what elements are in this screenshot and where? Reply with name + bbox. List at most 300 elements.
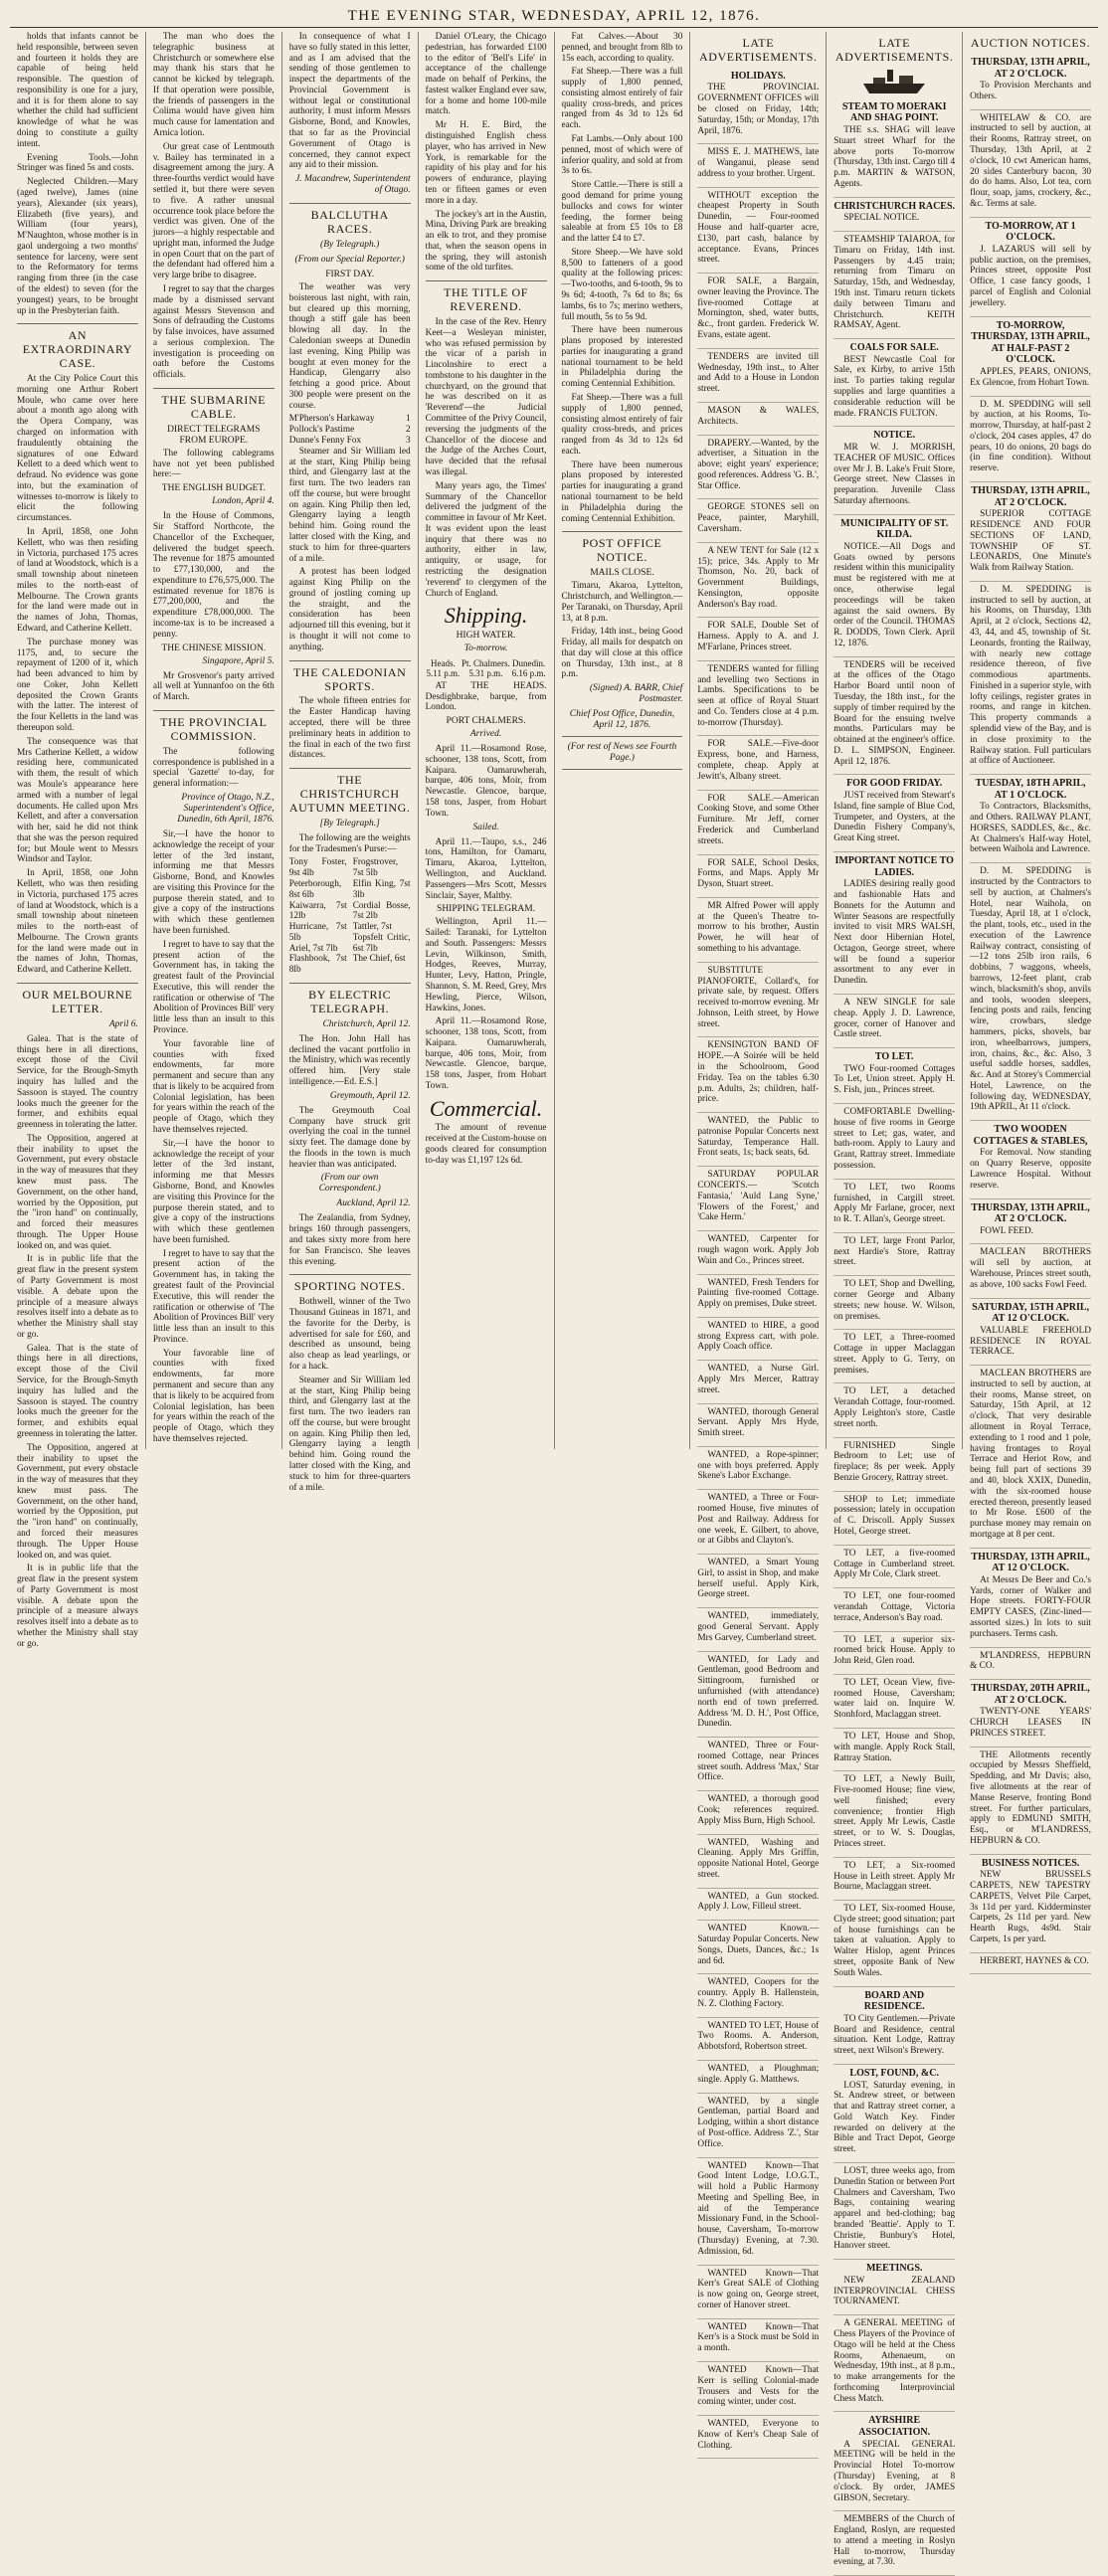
ad-body: MR W. J. MORRISH, TEACHER OF MUSIC. Offices over Mr J. B. Lake's Fruit Store, George street. New Classes in preparation. Juvenile Class Saturday afternoons.	[833, 442, 956, 506]
ad-body: WANTED Known—That Kerr is selling Colonial-made Trousers and Vests for the coming winter, under cost.	[697, 2365, 820, 2408]
ad-body: TO LET, Shop and Dwelling, corner George and Albany streets; new house. W. Wilson, on premises.	[833, 1279, 956, 1322]
weights-left	[289, 857, 347, 976]
advertisement	[697, 736, 819, 790]
advertisement	[697, 1835, 819, 1889]
advertisement	[697, 2362, 819, 2416]
advertisement	[833, 1048, 955, 1104]
ad-body: WANTED Known—That Good Intent Lodge, I.O.G.T., will hold a Public Harmony Meeting and Spelling Bee, in aid of the Temperance Missionary Fund, in the School-house, Caversham, To-morrow (Thursday) Evening, at 7.30. Admission, 6d.	[697, 2160, 820, 2257]
result-horse: M'Pherson's Harkaway	[288, 414, 375, 425]
paragraph: It is in public life that the great flaw in the present system of Party Government is most visible. A debate upon the principle of a measure always resolves itself into a debate as to whether the Ministry shall stay or go.	[17, 1254, 138, 1340]
paragraph: It is in public life that the great flaw in the present system of Party Government is most visible. A debate upon the principle of a measure always resolves itself into a debate as to whether the Ministry shall stay or go.	[17, 1564, 138, 1649]
ad-body: SATURDAY POPULAR CONCERTS.— 'Scotch Fantasia,' 'Auld Lang Syne,' 'Flowers of the Forest,' and 'Cake Herm.'	[697, 1170, 820, 1223]
advertisement	[697, 1791, 819, 1834]
section-heading: THE TITLE OF REVEREND.	[426, 280, 547, 314]
ad-title: THURSDAY, 13TH APRIL, AT 2 O'CLOCK.	[971, 484, 1090, 508]
advertisements	[697, 68, 819, 2460]
ad-body: THE PROVINCIAL GOVERNMENT OFFICES will be closed on Friday, 14th; Saturday, 15th; or Monday, 17th April, 1876.	[697, 83, 820, 136]
advertisement	[697, 1167, 819, 1231]
byline: [By Telegraph.]	[319, 818, 380, 828]
paragraph: There have been numerous plans proposed by interested parties for inaugurating a grand national tournament to be held in Philadelphia during the coming Centennial Exhibition.	[561, 325, 683, 390]
paragraph: I regret to have to say that the present action of the Government has, in taking the greatest fault of the Provincial Executive, this will render the ratification or otherwise of 'The Abolition of Provinces Bill' very little less than an insult to this Province.	[152, 1248, 275, 1345]
ad-title: MUNICIPALITY OF ST. KILDA.	[840, 517, 949, 541]
weight-entry: Peterborough, 8st 6lb	[288, 878, 342, 900]
advertisement	[970, 317, 1091, 397]
dateline: Christchurch, April 12.	[322, 1018, 411, 1029]
dateline: Chief Post Office, Dunedin, April 12, 1876.	[569, 709, 675, 731]
advertisement	[697, 1889, 819, 1922]
advertisement	[970, 110, 1091, 218]
advertisement	[970, 1121, 1091, 1198]
ad-title: TO-MORROW, THURSDAY, 13TH APRIL, AT HALF-PAST 2 O'CLOCK.	[971, 319, 1090, 366]
weight-entry: Cordial Bosse, 7st 2lb	[352, 900, 411, 922]
weight-entry: Frogstrover, 7st 5lb	[352, 857, 399, 879]
divider	[562, 736, 683, 737]
paragraph: There have been numerous plans proposed by interested parties for inaugurating a grand national tournament to be held in Philadelphia during the coming Centennial Exhibition.	[561, 460, 683, 524]
advertisement	[970, 482, 1091, 582]
continuation-note: (For rest of News see Fourth Page.)	[567, 742, 677, 764]
ad-body: A NEW TENT for Sale (12 x 15); price, 34s. Apply to Mr Thomson, No. 20, back of Government Buildings, Kensington, opposite Anderson's Bay road.	[697, 545, 820, 610]
tide-cell	[427, 658, 461, 679]
advertisement	[833, 1104, 955, 1180]
ad-body: FOR SALE.—Five-door Express, bone, and Harness, complete, cheap. Apply at Jewitt's, Albany street.	[697, 739, 820, 782]
paragraph: Fat Calves.—About 30 penned, and brought from 8lb to 15s each, according to quality.	[561, 32, 683, 64]
paragraph: Timaru, Akaroa, Lyttelton, Christchurch, and Wellington.—Per Taranaki, on Thursday, April 13, at 8 p.m.	[561, 581, 683, 624]
advertisement	[833, 1492, 955, 1546]
paragraph: Mr H. E. Bird, the distinguished English chess player, who has arrived in New York, is remarkable for the rapidity of his play and for his powers of endurance, playing ten or fifteen games or even more in a day.	[425, 120, 547, 206]
tide-time: 5.31 p.m.	[468, 668, 503, 679]
ad-title: THURSDAY, 13TH APRIL, AT 2 O'CLOCK.	[971, 1201, 1090, 1225]
ad-body: TO LET, two Rooms furnished, in Cargill street. Apply Mr Farlane, grocer, next to R. T. Allan's, George street.	[833, 1182, 956, 1225]
byline: (From our own Correspondent.)	[318, 1173, 381, 1195]
ad-body: WANTED, immediately, good General Servant. Apply Mrs Garvey, Cumberland street.	[697, 1611, 820, 1643]
ad-body: D. M. SPEDDING is instructed by the Contractors to sell by auction, at Chalmers's Hotel, near Waihola, on Tuesday, April 18, at 1 o'clock, the plant, tools, etc., used in the execution of the Lawrence Railway contract, consisting of—12 tons 25lb iron rails, 6 dobbins, 7 waggons, wheels, barrows, 12-feet plant, crab winch, blacksmith's shop, anvils and tools, wooden sleepers, fencing posts and rails, fencing wire, crowbars, sledge hammers, picks, shovels, bar iron, wheelbarrows, jumpers, iron, chains, &c., &c. Also, 3 useful saddle horses, saddles, &c. And at Storey's Commercial Hotel, Lawrence, on the following day, WEDNESDAY, 19th APRIL, At 11 o'clock.	[970, 866, 1091, 1113]
dateline: Singapore, April 5.	[202, 655, 275, 666]
ad-body: JUST received from Stewart's Island, fine sample of Blue Cod, Trumpeter, and Oysters, at the Dunedin Fishery Company's, Great King street.	[833, 791, 956, 844]
ad-body: MEMBERS of the Church of England, Roslyn, are requested to attend a meeting in Roslyn Hall to-morrow, Thursday evening, at 7.30.	[833, 2514, 956, 2568]
ad-body: LOST, three weeks ago, from Dunedin Station or between Port Chalmers and Caversham, Two Bags, containing wearing apparel and bed-clothing; bag branded 'Beattie'. Apply to T. Christie, Bunbury's Hotel, Hanover street.	[833, 2165, 956, 2252]
ad-body: APPLES, PEARS, ONIONS, Ex Glencoe, from Hobart Town.	[970, 366, 1091, 388]
ad-title: THURSDAY, 13TH APRIL, AT 12 O'CLOCK.	[971, 1551, 1090, 1574]
advertisement	[833, 1276, 955, 1330]
ad-title: NOTICE.	[873, 430, 916, 442]
ad-body: WANTED, Carpenter for rough wagon work. Apply Job Wain and Co., Princes street.	[697, 1234, 820, 1266]
ad-body: WANTED, Washing and Cleaning. Apply Mrs Griffin, opposite National Hotel, George street.	[697, 1837, 820, 1880]
advertisement	[970, 1244, 1091, 1298]
paragraph: The Greymouth Coal Company have struck grit overlying the coal in the tunnel sixty feet. The damage done by the floods in the town is much heavier than was anticipated.	[288, 1105, 411, 1170]
paragraph: Wellington, April 11.—Sailed: Taranaki, for Lyttelton and South. Passengers: Messrs Levin, Wilkinson, Smith, Hodges, Reeves, Murray, Hunter, Levy, Hatton, Pringle, Shannon, S. M. Reed, Grey, Mrs Hewling, Pierce, Wilson, Hawkins, Jones.	[425, 917, 547, 1013]
paragraph: Mr Grosvenor's party arrived all well at Yunnanfoo on the 6th of March.	[152, 670, 275, 703]
advertisement	[697, 898, 819, 963]
paragraph: Steamer and Sir William led at the start, King Philip being third, and Glengarry last at the first turn. The two leaders ran off the course, but were brought on again. King Philip then led, Glengarry laying a length behind him. Going round the latter closed with the King, and stuck to him for three-quarters of a mile.	[288, 1375, 411, 1493]
ad-body: TO City Gentlemen.—Private Board and Residence, central situation. Kent Lodge, Rattray street, next Wilson's Brewery.	[833, 2013, 956, 2057]
ad-title: TO LET.	[874, 1051, 914, 1063]
advertisement	[833, 1632, 955, 1675]
advertisement	[697, 791, 819, 855]
ad-body: FOR SALE, School Desks, Forms, and Maps. Apply Mr Dyson, Stuart street.	[697, 857, 820, 890]
ad-body: TO LET, Ocean View, five-roomed House, Caversham; water laid on. Inquire W. Stonhford, Maclaggan street.	[833, 1677, 956, 1721]
weight-entry: Kaiwarra, 7st 12lb	[288, 900, 347, 922]
subheading: SHIPPING TELEGRAM.	[437, 904, 536, 915]
ad-body: WANTED, by a single Gentleman, partial Board and Lodging, within a short distance of Post-office. Address 'Z.', Star Office.	[697, 2096, 820, 2149]
ad-body: WANTED, Three or Four-roomed Cottage, near Princes street south. Address 'Max,' Star Office.	[697, 1741, 820, 1783]
weight-entry: Elfin King, 7st 3lb	[352, 878, 411, 900]
advertisement	[970, 397, 1091, 482]
tide-cell	[512, 658, 546, 679]
section-heading: SPORTING NOTES.	[289, 1274, 411, 1294]
advertisement	[970, 1199, 1091, 1245]
column-7	[827, 32, 963, 2568]
paragraph: April 11.—Rosamond Rose, schooner, 138 tons, Scott, from Kaipara. Oamaruwherah, barque, 406 tons, Moir, from Newcastle. Glencoe, barque, 158 tons, Jasper, from Hobart Town.	[425, 744, 547, 819]
subheading: FIRST DAY.	[325, 270, 375, 280]
paragraph: The following are the weights for the Tradesmen's Purse:—	[288, 832, 411, 854]
advertisement	[833, 98, 955, 198]
tide-place: Heads.	[430, 657, 456, 668]
column-1	[10, 32, 146, 1649]
paragraph: Store Sheep.—We have sold 8,500 to fatteners of a good quality at the following prices:—Two-tooths, and 6-tooth, 9s to 9s 6d; 4-tooth, 7s 6d to 8s; 6s lambs, 6s to 7s; merino wethers, full mouth, 5s to 5s 9d.	[561, 247, 683, 322]
ad-body: SPECIAL NOTICE.	[843, 213, 920, 224]
advertisement	[697, 2266, 819, 2319]
ad-body: For Removal. Now standing on Quarry Reserve, opposite Lawrence Hospital. Without reserve.	[970, 1148, 1091, 1191]
weight-entry: Topsfelt Critic, 6st 7lb	[352, 932, 411, 954]
ad-body: WANTED, Everyone to Know of Kerr's Cheap Sale of Clothing.	[697, 2419, 820, 2451]
advertisement	[697, 1361, 819, 1403]
advertisement	[833, 1233, 955, 1276]
paragraph: In April, 1858, one John Kellett, who was then residing in Victoria, purchased 175 acres of land at Woodstock, which is a small township about nineteen miles to the north-east of Melbourne. The Crown grants for the land were made out in the names of John, Thomas, Edward, and Catherine Kellett.	[17, 526, 138, 634]
ad-body: NEW ZEALAND INTERPROVINCIAL CHESS TOURNAMENT.	[833, 2275, 956, 2307]
advertisement	[833, 1675, 955, 1729]
ad-body: VALUABLE FREEHOLD RESIDENCE IN ROYAL TERRACE.	[970, 1325, 1091, 1358]
ad-body: FOR SALE, a Bargain, owner leaving the Province. The five-roomed Cottage at Mornington, shed, water butts, &c., front garden. Frederick W. Evans, estate agent.	[697, 276, 820, 341]
paragraph: holds that infants cannot be held responsible, between seven and fourteen it holds they are capable of being held responsible. The question of responsibility is one for a jury, and it is for them alone to say whether the child had sufficient knowledge of what he was doing to constitute a guilty intent.	[17, 32, 138, 149]
ad-body: To Contractors, Blacksmiths, and Others. RAILWAY PLANT, HORSES, SADDLES, &c., &c. At Chalmers's Half-way Hotel, between Waihola and Lawrence.	[970, 802, 1091, 855]
advertisement	[697, 618, 819, 660]
paragraph: In consequence of what I have so fully stated in this letter, and as I am advised that the sending of those gentlemen to inspect the departments of the Provincial Government is without legal or constitutional authority, I must inform Messrs Gisborne, Bond, and Knowles, that so far as the Provincial Government of Otago is concerned, they cannot expect any aid to their mission.	[288, 32, 411, 171]
advertisement	[833, 2511, 955, 2576]
ad-body: WANTED TO LET, House of Two Rooms. A. Anderson, Abbotsford, Robertson street.	[697, 2020, 820, 2053]
ad-body: THE s.s. SHAG will leave Stuart street Wharf for the above ports To-morrow (Thursday, 13th inst. Cargo till 4 p.m. MARTIN & WATSON, Agents.	[833, 125, 956, 189]
advertisement	[833, 1771, 955, 1857]
paragraph: April 11.—Taupo, s.s., 246 tons, Hamilton, for Oamaru, Timaru, Akaroa, Lyttelton, Wellington, and Auckland. Passengers—Mrs Scott, Messrs Sinclair, Sayer, Maltby.	[425, 836, 547, 901]
ad-body: TO LET, a five-roomed Cottage in Cumberland street. Apply Mr Cole, Clark street.	[833, 1548, 956, 1580]
paragraph: Friday, 14th inst., being Good Friday, all mails for despatch on that day will close at this office on Thursday, 13th inst., at 8 p.m.	[561, 627, 683, 680]
advertisement	[697, 1652, 819, 1738]
ad-body: MASON & WALES, Architects.	[697, 405, 820, 427]
paragraph: The jockey's art in the Austin, Mina, Driving Park are breaking an elk to trot, and they promise that, when the season opens in the spring, they will astonish some of the old turfites.	[425, 209, 547, 274]
paragraph: April 11.—Rosamond Rose, schooner, 138 tons, Scott, from Kaipara. Oamaruwherah, barque, 406 tons, Moir, from Newcastle. Glencoe, barque, 158 tons, Jasper, from Hobart Town.	[425, 1016, 547, 1092]
ad-body: WANTED Known.—Saturday Popular Concerts. New Songs, Duets, Dances, &c.; 1s and 6d.	[697, 1924, 820, 1966]
advertisement	[697, 2158, 819, 2266]
ad-body: WANTED Known—That Kerr's Great SALE of Clothing is now going on, George street, corner of Hanover street.	[697, 2268, 820, 2310]
weight-entry: Tony Foster, 9st 4lb	[288, 857, 347, 879]
ad-title: SATURDAY, 15TH APRIL, AT 12 O'CLOCK.	[972, 1301, 1090, 1325]
advertisement	[970, 1748, 1091, 1855]
tide-place: Pt. Chalmers.	[462, 657, 510, 668]
advertisement	[833, 2163, 955, 2260]
ad-body: SUPERIOR COTTAGE RESIDENCE AND FOUR SECTIONS OF LAND, TOWNSHIP OF ST. LEONARDS, One Minute's Walk from Railway Station.	[970, 509, 1091, 574]
advertisements	[970, 54, 1091, 1975]
advertisement	[697, 2018, 819, 2061]
ad-body: HERBERT, HAYNES & CO.	[980, 1955, 1089, 1966]
ad-body: J. LAZARUS will sell by public auction, on the premises, Princes street, opposite Post Office, 1 case fancy goods, 1 parcel of English and Colonial jewellery.	[970, 244, 1091, 308]
advertisement	[697, 349, 819, 403]
ad-body: TO LET, large Front Parlor, next Hardie's Store, Rattray street.	[833, 1235, 956, 1268]
advertisement	[833, 1180, 955, 1233]
ad-title: HOLIDAYS.	[730, 70, 786, 82]
advertisement	[833, 2065, 955, 2163]
advertisement	[833, 1987, 955, 2065]
section-heading: AN EXTRAORDINARY CASE.	[17, 323, 138, 371]
paragraph: The man who does the telegraphic business at Christchurch or somewhere else may thank his stars that he cannot be kicked by telegraph. If that operation were possible, the friends of passengers in the Colima would have given him much cause for lamentation and Arnica lotion.	[152, 32, 275, 139]
byline: (From our Special Reporter.)	[294, 255, 405, 266]
advertisement	[833, 657, 955, 776]
result-horse: Pollock's Pastime	[288, 425, 355, 436]
section-heading: THE SUBMARINE CABLE.	[153, 388, 275, 422]
ad-body: MISS E. J. MATHEWS, late of Wanganui, please send address to your brother. Urgent.	[697, 147, 820, 179]
section-heading: BY ELECTRIC TELEGRAPH.	[289, 983, 411, 1016]
commercial-heading: Commercial.	[429, 1095, 543, 1121]
ad-body: TO LET, a Three-roomed Cottage in upper Maclaggan street. Apply to G. Terry, on premises.	[833, 1333, 956, 1376]
ad-title: BOARD AND RESIDENCE.	[863, 1989, 925, 2013]
advertisement	[833, 1588, 955, 1631]
paragraph: Store Cattle.—There is still a good demand for prime young bullocks and cows for winter feeding, the former being saleable at from £5 10s to £8 and the latter £4 to £7.	[561, 180, 683, 245]
advertisement	[697, 1231, 819, 1274]
paragraph: The whole fifteen entries for the Easter Handicap having accepted, there will be three preliminary heats in addition to the final in each of the two first distances.	[288, 696, 411, 761]
ad-body: TENDERS are invited till Wednesday, 19th inst., to Alter and Add to a House in London street.	[697, 351, 820, 395]
section-heading: POST OFFICE NOTICE.	[562, 531, 683, 565]
ad-body: WANTED, a Rope-spinner; one with boys preferred. Apply Skene's Labor Exchange.	[697, 1449, 820, 1482]
paragraph: Neglected Children.—Mary (aged twelve), James (nine years), Alexander (six years), Elizabeth (five years), and William (four years), M'Naughton, whose mother is in gaol undergoing a two months' sentence for larceny, were sent to the Reformatory for terms ranging from three (in the case of the eldest) to seven (for the youngest) years, to be brought up in the Presbyterian faith.	[17, 177, 138, 316]
ad-title: STEAM TO MOERAKI AND SHAG POINT.	[841, 100, 947, 124]
advertisement	[833, 2315, 955, 2412]
advertisement	[697, 403, 819, 436]
ad-body: LADIES desiring really good and fashionable Hats and Bonnets for the Autumn and Winter Seasons are respectfully invited to visit MRS WALSH, Next door Hibernian Hotel, Octagon, George street, where will be found a superior assortment to any ever in Dunedin.	[833, 879, 956, 987]
tide-time: 5.11 p.m.	[426, 668, 461, 679]
advertisement	[697, 1490, 819, 1555]
tide-table	[426, 658, 547, 679]
ad-body: TENDERS will be received at the offices of the Otago Harbor Board until noon of Tuesday, the 18th inst., for the supply of timber required by the Board for the ensuing twelve months. Particulars may be obtained at the engineer's office. D. L. SIMPSON, Engineer. April 12, 1876.	[833, 659, 956, 767]
signature: J. Macandrew, Superintendent of Otago.	[295, 174, 411, 196]
section-heading: THE CHRISTCHURCH AUTUMN MEETING.	[289, 768, 411, 816]
ad-body: TO LET, House and Shop, with mangle. Apply Rock Stall, Rattray Station.	[833, 1731, 956, 1763]
ad-body: MACLEAN BROTHERS are instructed to sell by auction, at their rooms, Manse street, on Saturday, 15th April, at 12 o'clock, That very desirable allotment in Royal Terrace, extending to 1 rood and 1 pole, having frontages to Royal Terrace and Heriot Row, and being full part of sections 39 and 40, block XXIX, Dunedin, with the six-roomed house erected thereon, presently leased to Mr Rose. £600 of the purchase money may remain on mortgage at 8 per cent.	[970, 1369, 1091, 1540]
advertisements	[833, 98, 955, 2576]
paragraph: The Hon. John Hall has declined the vacant portfolio in the Ministry, which was recently offered him. [Very stale intelligence.—Ed. E.S.]	[288, 1033, 411, 1087]
result-horse: Dunne's Fenny Fox	[288, 435, 362, 446]
advertisement	[833, 515, 955, 657]
advertisement	[697, 2094, 819, 2158]
result-place: 2	[405, 425, 411, 436]
advertisement	[697, 1037, 819, 1113]
advertisement	[697, 1318, 819, 1361]
advertisement	[970, 582, 1091, 775]
advertisement	[697, 543, 819, 619]
ad-body: TO LET, a detached Verandah Cottage, four-roomed. Apply Leighton's store, Castle street north.	[833, 1386, 956, 1429]
section-heading: THE PROVINCIAL COMMISSION.	[153, 710, 275, 744]
ad-title: TO-MORROW, AT 1 O'CLOCK.	[985, 220, 1076, 244]
ad-body: KENSINGTON BAND OF HOPE.—A Soirée will be held in the Schoolroom, Good Friday. Tea on the tables 6.30 p.m. Adults, 2s; children, half-price.	[697, 1040, 820, 1105]
result-row	[289, 436, 411, 447]
weight-entry: The Chief, 6st	[352, 954, 406, 965]
dateline: Auckland, April 12.	[336, 1198, 411, 1209]
ad-body: WANTED, a Nurse Girl. Apply Mrs Mercer, Rattray street.	[697, 1364, 820, 1395]
tide-cell	[462, 658, 510, 679]
ad-body: M'LANDRESS, HEPBURN & CO.	[970, 1650, 1091, 1672]
ad-body: WANTED, a Gun stocked. Apply J. Low, Filleul street.	[697, 1891, 820, 1913]
byline: Sailed.	[472, 822, 499, 832]
paragraph: AT THE HEADS. Desdighbrake, barque, from London.	[425, 680, 547, 713]
column-6	[690, 32, 827, 2451]
ad-body: TO LET, one four-roomed verandah Cottage, Victoria terrace, Anderson's Bay road.	[833, 1591, 956, 1623]
ad-body: MACLEAN BROTHERS will sell by auction, at Warehouse, Princes street south, as above, 100 sacks Fowl Feed.	[970, 1247, 1091, 1290]
paragraph: I regret to have to say that the present action of the Government has, in taking the greatest fault of the Provincial Executive, this will render the ratification or otherwise of 'The Abolition of Provinces Bill' very little less than an insult to this Province.	[152, 939, 275, 1036]
advertisement	[833, 1901, 955, 1986]
ad-body: FOWL FEED.	[980, 1225, 1034, 1236]
paragraph: Sir,—I have the honor to acknowledge the receipt of your letter of the 3rd instant, informing me that Messrs Gisborne, Bond, and Knowles are visiting this Province for the purpose therein stated, and to give a copy of the instructions with which these gentlemen have been furnished.	[152, 1138, 275, 1245]
advertisement	[970, 1299, 1091, 1367]
paragraph: The following correspondence is published in a special 'Gazette' to-day, for general information:—	[152, 746, 275, 790]
ad-body: WANTED, Coopers for the country. Apply B. Hallenstein, N. Z. Clothing Factory.	[697, 1977, 820, 2009]
advertisement	[970, 1680, 1091, 1748]
masthead: THE EVENING STAR, WEDNESDAY, APRIL 12, 1876.	[10, 6, 1098, 28]
ad-body: TO LET, a superior six-roomed brick House. Apply to John Reid, Glen road.	[833, 1634, 956, 1667]
advertisement	[833, 2412, 955, 2511]
ad-body: FOR SALE, Double Set of Harness. Apply to A. and J. M'Farlane, Princes street.	[697, 621, 820, 652]
subheading: THE ENGLISH BUDGET.	[161, 483, 266, 494]
byline: To-morrow.	[463, 643, 508, 653]
ad-body: DRAPERY.—Wanted, by the advertiser, a Situation in the above; eight years' experience; good references. Address 'G. B.', Star Office.	[697, 438, 820, 491]
paragraph: In the case of the Rev. Henry Keet—a Wesleyan minister, who was refused permission by the vicar of a parish in Lincolnshire to erect a tombstone to his daughter in the churchyard, on the ground that he was described on it as 'Reverend'—the Judicial Committee of the Privy Council, reversing the judgments of the Chancellor of the diocese and the Judge of the Arches Court, have decided that the refusal was illegal.	[425, 317, 547, 477]
ad-body: TO LET, a Six-roomed House in Leith street. Apply Mr Bourne, Maclaggan street.	[833, 1860, 956, 1893]
advertisement	[970, 1953, 1091, 1975]
ad-title: AYRSHIRE ASSOCIATION.	[858, 2415, 931, 2438]
paragraph: Daniel O'Leary, the Chicago pedestrian, has forwarded £100 to the editor of 'Bell's Life' in acceptance of the challenge made on behalf of Perkins, the fastest walker England ever saw, for a home and home 100-mile match.	[425, 32, 547, 117]
ad-body: COMFORTABLE Dwelling-house of five rooms in George street to Let; gas, water, and bath-room. Apply to Laury and Grant, Rattray street. Immediate possession.	[833, 1107, 956, 1171]
ad-body: A SPECIAL GENERAL MEETING will be held in the Provincial Hotel To-morrow (Thursday) Evening, at 8 o'clock. By order, JAMES GIBSON, Secretary.	[833, 2439, 956, 2503]
advertisement	[697, 2319, 819, 2362]
result-row	[289, 425, 411, 436]
subheading: MAILS CLOSE.	[590, 568, 654, 579]
ad-title: IMPORTANT NOTICE TO LADIES.	[834, 854, 954, 878]
paragraph: I regret to say that the charges made by a dismissed servant against Messrs Stevenson and Sons of defrauding the Customs by false invoices, have assumed a serious complexion. The investigation is proceeding on oath before the Customs officials.	[152, 283, 275, 381]
ad-body: GEORGE STONES sell on Peace, painter, Maryhill, Caversham.	[697, 502, 820, 534]
advertisement	[697, 1275, 819, 1318]
advertisement	[833, 427, 955, 514]
advertisement	[697, 2416, 819, 2459]
paragraph: Our great case of Lentmouth v. Bailey has terminated in a disagreement among the jury. A three-fourths verdict would have settled it, but there were seven to five. A rather unusual occurrence took place before the verdict was given. One of the jurors—a highly respectable and upright man, informed the Judge in open Court that on the part of the defendant had offered him a very large bribe to disagree.	[152, 141, 275, 281]
advertisement	[697, 1113, 819, 1167]
ad-title: BUSINESS NOTICES.	[981, 1857, 1080, 1869]
shipping-heading: Shipping.	[444, 603, 528, 629]
advertisement	[697, 1447, 819, 1490]
subheading: HIGH WATER.	[456, 630, 516, 641]
advertisement	[833, 1546, 955, 1588]
paragraph: Evening Tools.—John Stringer was fined 5s and costs.	[17, 152, 138, 174]
ad-body: WITHOUT exception the cheapest Property in South Dunedin, — Four-roomed House and half-quarter acre, £130, part cash, balance by acceptance. Evans, Princes street.	[697, 190, 820, 266]
byline: (By Telegraph.)	[320, 240, 380, 250]
race-results	[289, 414, 411, 446]
ad-body: NOTICE.—All Dogs and Goats owned by persons resident within this municipality must be registered with me at once, otherwise legal proceedings will be taken against the said owners. By order of the Council. THOMAS R. DODDS, Town Clerk. April 12, 1876.	[833, 541, 956, 648]
weight-entry: Hurricane, 7st 5lb	[288, 922, 347, 943]
ad-title: TUESDAY, 18TH APRIL, AT 1 O'CLOCK.	[975, 778, 1086, 801]
section-heading: BALCLUTHA RACES.	[289, 203, 411, 237]
advertisement	[833, 198, 955, 232]
advertisement	[697, 68, 819, 145]
advertisement	[697, 661, 819, 737]
steamship-icon	[859, 68, 929, 95]
subheading: DIRECT TELEGRAMS FROM EUROPE.	[167, 424, 261, 446]
paragraph: In the House of Commons, Sir Stafford Northcote, the Chancellor of the Exchequer, delivered the budget speech. The revenue for 1875 amounted to £77,130,000, and the expenditure to £76,575,000. The estimated revenue for 1876 is £77,200,000, and the expenditure £78,000,000. The income-tax is to be increased a penny.	[152, 511, 275, 640]
advertisement	[697, 1608, 819, 1651]
section-heading: LATE ADVERTISEMENTS.	[699, 36, 818, 64]
ad-body: A GENERAL MEETING of Chess Players of the Province of Otago will be held at the Chess Rooms, Athenaeum, on Wednesday, 19th inst., at 8 p.m., to make arrangements for the forthcoming Interprovincial Chess Match.	[833, 2318, 956, 2404]
paragraph: Fat Sheep.—There was a full supply of 1,800 penned, consisting almost entirely of fair quality cross-breds, and prices ranged from 4s 3d to 12s 6d each.	[561, 67, 683, 131]
ad-body: WANTED, a Three or Four-roomed House, five minutes of Post and Railway. Address for one week, E. Gilbert, to above, or at Gibbs and Clayton's.	[697, 1493, 820, 1547]
ad-title: THURSDAY, 13TH APRIL, AT 2 O'CLOCK.	[971, 56, 1090, 80]
section-heading: OUR MELBOURNE LETTER.	[17, 983, 138, 1016]
divider	[562, 769, 683, 770]
advertisement	[970, 1648, 1091, 1681]
paragraph: Sir,—I have the honor to acknowledge the receipt of your letter of the 3rd instant, informing me that Messrs Gisborne, Bond, and Knowles are visiting this Province for the purpose therein stated, and to give a copy of the instructions with which these gentlemen have been furnished.	[152, 828, 275, 936]
weight-entry: Tattler, 7st	[352, 922, 392, 933]
ad-body: A NEW SINGLE for sale cheap. Apply J. D. Lawrence, grocer, corner of Hanover and Castle street.	[833, 997, 956, 1040]
ad-body: TWENTY-ONE YEARS' CHURCH LEASES IN PRINCES STREET.	[970, 1707, 1091, 1739]
advertisement	[697, 436, 819, 500]
signature: (Signed) A. BARR, Chief Postmaster.	[589, 683, 683, 705]
advertisement	[697, 1921, 819, 1974]
byline: Arrived.	[469, 729, 502, 740]
advertisement	[697, 2061, 819, 2094]
weights-right	[353, 857, 411, 976]
advertisement	[833, 1858, 955, 1901]
advertisement	[697, 1555, 819, 1608]
section-heading: AUCTION NOTICES.	[970, 36, 1091, 50]
advertisement	[833, 2260, 955, 2315]
advertisement	[833, 339, 955, 427]
ad-body: WHITELAW & CO. are instructed to sell by auction, at their Rooms, Rattray street, on Thursday, 13th April, at 2 o'clock, 10 cwt American hams, 20 sides Canterbury bacon, 30 do do hams. Also, Lot tea, corn flour, soap, jams, crockery, &c., &c. Terms at sale.	[970, 112, 1091, 209]
tide-place: Dunedin.	[511, 657, 546, 668]
ad-body: To Provision Merchants and Others.	[970, 81, 1091, 101]
ad-body: WANTED, the Public to patronise Popular Concerts next Saturday, Temperance Hall. Front seats, 1s; back seats, 6d.	[697, 1116, 820, 1159]
paragraph: In April, 1858, one John Kellett, who was then residing in Victoria, purchased 175 acres of land at Woodstock, which is a small township about nineteen miles to the north-east of Melbourne. The Crown grants for the land were made out in the names of John, Thomas, Edward, and Catherine Kellett.	[17, 868, 138, 976]
paragraph: Steamer and Sir William led at the start, King Philip being third, and Glengarry last at the first turn. The two leaders ran off the course, but were brought on again. King Philip then led, Glengarry laying a length behind him. Going round the latter closed with the King, and stuck to him for three-quarters of a mile.	[288, 446, 411, 564]
column-8	[963, 32, 1098, 1966]
ad-body: TO LET, Six-roomed House, Clyde street; good situation; part of house furnishings can be taken at valuation. Apply to Walter Hislop, agent Princes street, opposite Bank of New South Wales.	[833, 1904, 956, 1978]
ad-body: FURNISHED Single Bedroom to Let; use of fireplace; 8s per week. Apply Benzie Grocery, Rattray street.	[833, 1440, 956, 1483]
ad-title: COALS FOR SALE.	[849, 342, 939, 354]
ad-body: STEAMSHIP TAIAROA, for Timaru on Friday, 14th inst. Passengers by 4.45 train; returning from Timaru on Saturday, 15th, and Wednesday, 19th inst. Timaru return tickets daily between Timaru and Christchurch. KEITH RAMSAY, Agent.	[833, 235, 956, 331]
result-place: 1	[405, 414, 411, 425]
advertisement	[697, 274, 819, 349]
ad-body: WANTED, a Ploughman; single. Apply G. Matthews.	[697, 2064, 820, 2085]
advertisement	[697, 188, 819, 274]
advertisement	[833, 1438, 955, 1492]
ad-body: D. M. SPEDDING is instructed to sell by auction, at his Rooms, on Thursday, 13th April, at 2 o'clock, Sections 42, 43, 44, and 45, township of St. Leonards, fronting the Railway, with nearly new cottage residence thereon, of five commodious apartments. Finished in a superior style, with lofty ceilings, register grates in rooms, and range in kitchen. This property commands a splendid view of the Bay, and is in close proximity to the Railway station. Full particulars at office of Auctioneer.	[970, 584, 1092, 767]
advertisement	[833, 852, 955, 995]
subheading: THE CHINESE MISSION.	[161, 643, 267, 653]
paragraph: Fat Sheep.—There was a full supply of 1,800 penned, consisting almost entirely of fair quality cross-breds, and prices ranged from 4s 3d to 12s 6d each.	[561, 393, 683, 457]
subheading: PORT CHALMERS.	[446, 716, 526, 727]
paragraph: A protest has been lodged against King Philip on the ground of jostling coming up the straight, and the consideration has been adjourned till this evening, but it is thought it will not come to anything.	[288, 567, 411, 652]
ad-body: WANTED, thorough General Servant. Apply Mrs Hyde, Smith street.	[697, 1406, 820, 1439]
ad-body: WANTED, Fresh Tenders for Painting five-roomed Cottage. Apply on premises, Duke street.	[697, 1277, 820, 1310]
column-2	[146, 32, 282, 1449]
ad-title: LOST, FOUND, &C.	[849, 2067, 939, 2079]
paragraph: The following cablegrams have not yet been published here:—	[152, 448, 275, 480]
advertisement	[970, 863, 1091, 1121]
ad-body: WANTED to HIRE, a good strong Express cart, with pole. Apply Coach office.	[697, 1320, 820, 1353]
advertisement	[970, 54, 1091, 110]
ad-body: D. M. SPEDDING will sell by auction, at his Rooms, To-morrow, Thursday, at half-past 2 o'clock, 204 cases apples, 47 do pears, 10 do onions, 20 bags do (in fine condition). Without reserve.	[970, 399, 1091, 474]
